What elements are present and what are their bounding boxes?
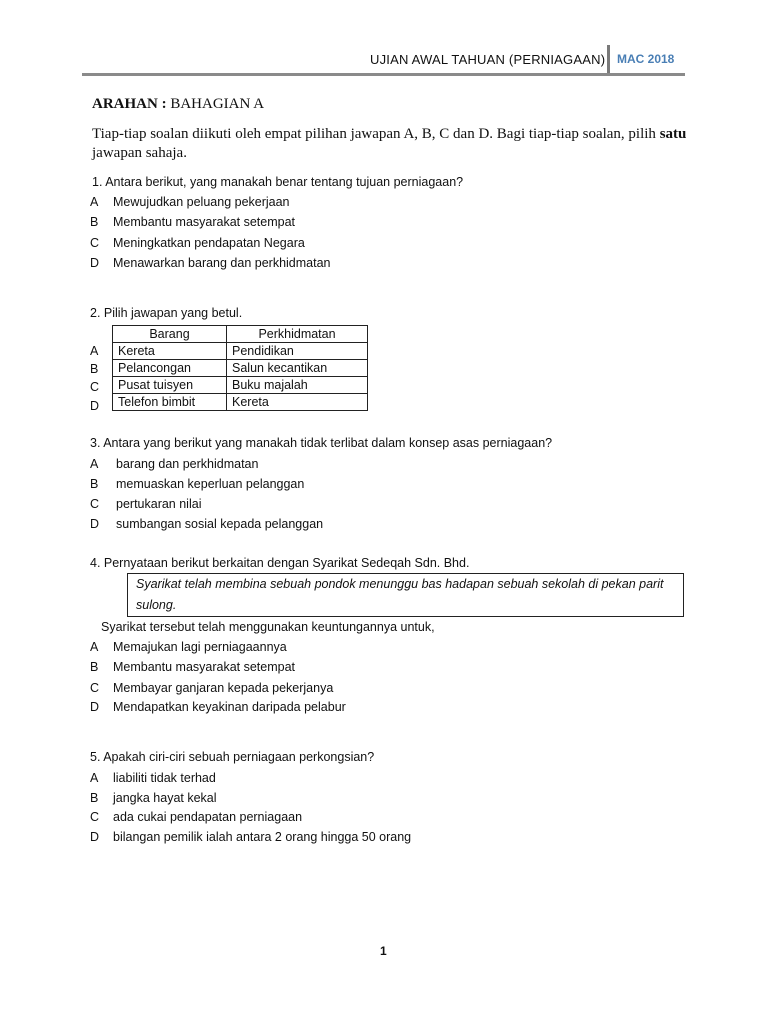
q4-option-c-text: Membayar ganjaran kepada pekerjanya	[113, 681, 334, 695]
q2-row-a-perkhidmatan: Pendidikan	[227, 343, 368, 360]
q4-option-a-text: Memajukan lagi perniagaannya	[113, 640, 287, 654]
q4-statement-line-1: Syarikat telah membina sebuah pondok menunggu bas hadapan sebuah sekolah di pekan parit	[136, 577, 664, 591]
q2-table	[112, 325, 368, 411]
q5-option-c-letter: C	[90, 810, 100, 824]
q5-option-a-text: liabiliti tidak terhad	[113, 771, 216, 785]
q1-option-a-letter: A	[90, 195, 99, 209]
table-row	[113, 394, 368, 411]
q5-option-c-text: ada cukai pendapatan perniagaan	[113, 810, 303, 824]
q3-option-b-letter: B	[90, 477, 99, 491]
q5-option-d-text: bilangan pemilik ialah antara 2 orang hingga 50 orang	[113, 830, 412, 844]
question-1: 1. Antara berikut, yang manakah benar tentang tujuan perniagaan?	[92, 175, 464, 189]
instructions-text	[92, 125, 692, 163]
q2-header-barang: Barang	[113, 326, 227, 343]
q2-row-d-letter: D	[90, 399, 100, 413]
header-title: UJIAN AWAL TAHUAN (PERNIAGAAN)	[370, 52, 606, 67]
page-number: 1	[380, 944, 387, 958]
table-row	[113, 360, 368, 377]
instructions-heading	[92, 96, 264, 113]
instructions-text-before: Tiap-tiap soalan diikuti oleh empat pilihan jawapan A, B, C dan D. Bagi tiap-tiap soalan, pilih	[92, 126, 656, 142]
q3-option-c-letter: C	[90, 497, 100, 511]
q2-row-b-barang: Pelancongan	[113, 360, 227, 377]
header-rule	[82, 73, 685, 76]
question-5: 5. Apakah ciri-ciri sebuah perniagaan perkongsian?	[90, 750, 375, 764]
q4-statement-box	[127, 573, 684, 617]
q4-option-b-text: Membantu masyarakat setempat	[113, 660, 296, 674]
q4-option-d-letter: D	[90, 700, 100, 714]
q1-option-b-letter: B	[90, 215, 99, 229]
q1-option-c-letter: C	[90, 236, 100, 250]
table-row	[113, 343, 368, 360]
instructions-label: ARAHAN :	[92, 96, 167, 112]
q1-option-d-letter: D	[90, 256, 100, 270]
q4-option-b-letter: B	[90, 660, 99, 674]
q4-option-a-letter: A	[90, 640, 99, 654]
q2-table-header-row	[113, 326, 368, 343]
q4-statement-line-2: sulong.	[136, 598, 177, 612]
table-row	[113, 377, 368, 394]
q2-row-b-perkhidmatan: Salun kecantikan	[227, 360, 368, 377]
q1-option-a-text: Mewujudkan peluang pekerjaan	[113, 195, 290, 209]
q3-option-d-letter: D	[90, 517, 100, 531]
q2-header-perkhidmatan: Perkhidmatan	[227, 326, 368, 343]
q5-option-b-letter: B	[90, 791, 99, 805]
q2-row-d-perkhidmatan: Kereta	[227, 394, 368, 411]
instructions-bold-word: satu	[659, 126, 687, 142]
q3-option-a-text: barang dan perkhidmatan	[116, 457, 259, 471]
q1-option-b-text: Membantu masyarakat setempat	[113, 215, 296, 229]
header-divider	[607, 45, 610, 75]
q3-option-b-text: memuaskan keperluan pelanggan	[116, 477, 305, 491]
q1-option-d-text: Menawarkan barang dan perkhidmatan	[113, 256, 331, 270]
q2-row-a-letter: A	[90, 344, 99, 358]
q3-option-c-text: pertukaran nilai	[116, 497, 202, 511]
q4-option-c-letter: C	[90, 681, 100, 695]
q2-row-c-barang: Pusat tuisyen	[113, 377, 227, 394]
instructions-section: BAHAGIAN A	[170, 96, 265, 112]
question-4: 4. Pernyataan berikut berkaitan dengan Syarikat Sedeqah Sdn. Bhd.	[90, 556, 470, 570]
q2-row-c-letter: C	[90, 380, 100, 394]
q5-option-a-letter: A	[90, 771, 99, 785]
q5-option-b-text: jangka hayat kekal	[113, 791, 217, 805]
q3-option-d-text: sumbangan sosial kepada pelanggan	[116, 517, 324, 531]
q2-row-a-barang: Kereta	[113, 343, 227, 360]
header-date: MAC 2018	[617, 52, 675, 66]
q4-stem: Syarikat tersebut telah menggunakan keuntungannya untuk,	[101, 620, 435, 634]
instructions-text-after: jawapan sahaja.	[92, 145, 187, 161]
question-2: 2. Pilih jawapan yang betul.	[90, 306, 243, 320]
q2-row-d-barang: Telefon bimbit	[113, 394, 227, 411]
q3-option-a-letter: A	[90, 457, 99, 471]
q4-option-d-text: Mendapatkan keyakinan daripada pelabur	[113, 700, 346, 714]
question-3: 3. Antara yang berikut yang manakah tidak terlibat dalam konsep asas perniagaan?	[90, 436, 553, 450]
q5-option-d-letter: D	[90, 830, 100, 844]
q2-row-b-letter: B	[90, 362, 99, 376]
q1-option-c-text: Meningkatkan pendapatan Negara	[113, 236, 305, 250]
q2-row-c-perkhidmatan: Buku majalah	[227, 377, 368, 394]
